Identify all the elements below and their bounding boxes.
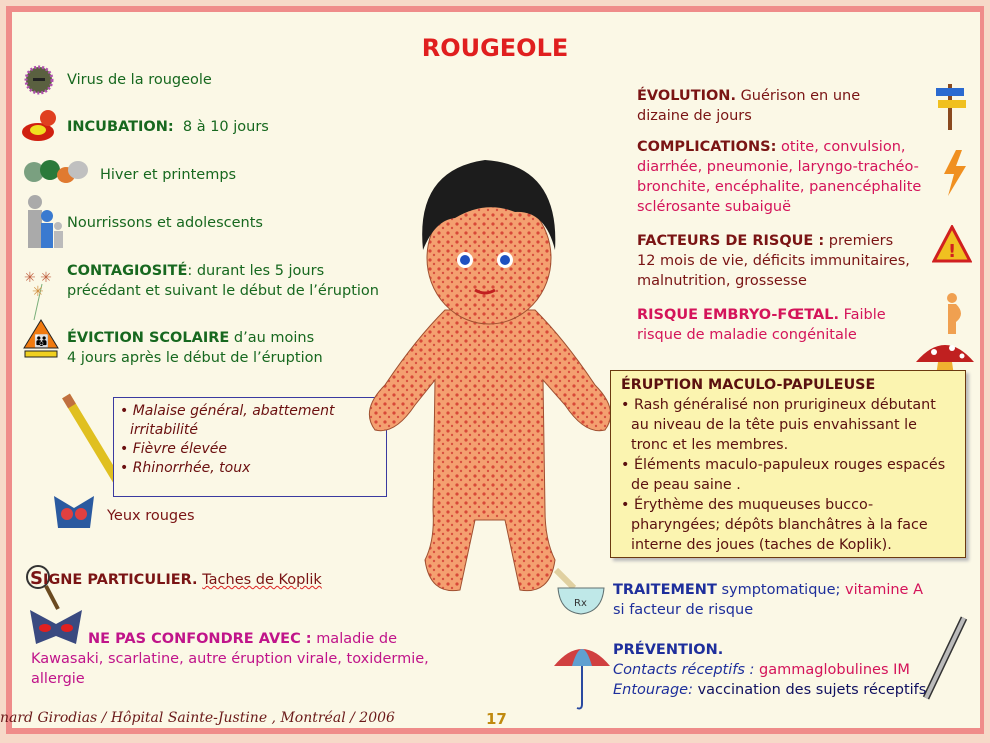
fetal-risk-text-2: risque de maladie congénitale	[637, 327, 857, 343]
eruption-box	[610, 370, 966, 558]
fetal-risk-row	[637, 305, 886, 345]
umbrella-icon	[552, 638, 612, 710]
differential-text-2: Kawasaki, scarlatine, autre éruption virale, toxidermie,	[31, 651, 429, 667]
child-with-rash-illustration	[355, 140, 625, 600]
treatment-label: TRAITEMENT	[613, 582, 717, 598]
differential-text: maladie de	[316, 631, 397, 647]
symptom-item: • Fièvre élevée	[120, 441, 227, 457]
treatment-vitamin: vitamine A	[845, 582, 923, 598]
risk-text: malnutrition, grossesse	[637, 273, 807, 289]
risk-row	[637, 231, 910, 291]
owl-icon	[50, 494, 98, 534]
fetal-risk-label: RISQUE EMBRYO-FŒTAL.	[637, 307, 839, 323]
eviction-label: ÉVICTION SCOLAIRE	[67, 330, 230, 346]
differential-label: NE PAS CONFONDRE AVEC :	[88, 631, 312, 647]
contagion-row	[67, 261, 379, 301]
complications-label: COMPLICATIONS:	[637, 139, 777, 155]
risk-text: premiers	[828, 233, 894, 249]
fireworks-icon	[22, 262, 62, 322]
ages-label: Nourrissons et adolescents	[67, 215, 263, 231]
eviction-row	[67, 328, 323, 368]
sign-row	[30, 569, 322, 590]
footer-credit: nard Girodias / Hôpital Sainte-Justine , Montréal / 2006	[0, 710, 395, 726]
risk-label: FACTEURS DE RISQUE :	[637, 233, 825, 249]
complications-text: bronchite, encéphalite, panencéphalite	[637, 179, 922, 195]
eruption-item: • Éléments maculo-papuleux rouges espacés de peau saine .	[621, 457, 946, 493]
complications-text: diarrhée, pneumonie, laryngo-trachéo-	[637, 159, 919, 175]
leaves-icon	[22, 158, 90, 186]
symptom-item: • Malaise général, abattement	[120, 403, 335, 419]
symptom-item: irritabilité	[130, 422, 199, 438]
risk-text: 12 mois de vie, déficits immunitaires,	[637, 253, 910, 269]
lightning-icon	[940, 150, 968, 196]
entourage-label: Entourage:	[613, 682, 693, 698]
evolution-text-2: dizaine de jours	[637, 108, 752, 124]
incubation-row	[67, 117, 269, 137]
svg-text:Rx: Rx	[574, 598, 587, 609]
prevention-label: PRÉVENTION.	[613, 642, 724, 658]
virus-label: Virus de la rougeole	[67, 72, 212, 88]
mortar-pestle-icon	[552, 568, 608, 618]
eruption-item: • Érythème des muqueuses bucco-pharyngées; dépôts blanchâtres à la face interne des joues (taches de Koplik).	[621, 497, 928, 553]
symptom-item: • Rhinorrhée, toux	[120, 460, 251, 476]
contacts-label: Contacts réceptifs :	[613, 662, 755, 678]
sign-label: IGNE PARTICULIER.	[42, 572, 198, 588]
eviction-text: d’au moins	[229, 330, 315, 346]
differential-text-3: allergie	[31, 671, 85, 687]
evolution-row	[637, 86, 860, 126]
svg-text:✳: ✳	[32, 284, 44, 300]
entourage-text: vaccination des sujets réceptifs	[697, 682, 927, 698]
complications-row	[637, 137, 921, 217]
svg-text:👪: 👪	[34, 334, 49, 348]
signpost-icon	[932, 80, 968, 130]
contagion-label: CONTAGIOSITÉ	[67, 263, 188, 279]
evolution-label: ÉVOLUTION.	[637, 88, 736, 104]
season-label: Hiver et printemps	[100, 167, 237, 183]
syringe-icon	[920, 612, 970, 702]
warning-icon	[932, 225, 972, 263]
incubation-value: 8 à 10 jours	[182, 119, 269, 135]
duck-icon	[20, 108, 60, 144]
differential-row	[31, 629, 471, 689]
eviction-text-2: 4 jours après le début de l’éruption	[67, 350, 323, 366]
complications-text: sclérosante subaiguë	[637, 199, 792, 215]
prevention-row	[613, 640, 926, 700]
incubation-label: INCUBATION:	[67, 119, 174, 135]
sign-letter: S	[30, 568, 43, 589]
virus-icon	[22, 63, 56, 97]
family-icon	[20, 192, 68, 248]
complications-text: otite, convulsion,	[781, 139, 906, 155]
page-title: ROUGEOLE	[421, 34, 569, 62]
pregnant-woman-icon	[940, 292, 966, 334]
school-sign-icon	[22, 318, 60, 358]
eruption-title: ÉRUPTION MACULO-PAPULEUSE	[621, 377, 876, 393]
page-number: 17	[486, 710, 507, 728]
treatment-text: symptomatique;	[721, 582, 841, 598]
eruption-list	[621, 395, 955, 555]
eyes-label: Yeux rouges	[107, 508, 195, 524]
symptoms-box	[113, 397, 387, 497]
fetal-risk-text: Faible	[843, 307, 886, 323]
eruption-item: • Rash généralisé non prurigineux débutant au niveau de la tête puis envahissant le tronc et les membres.	[621, 397, 936, 453]
svg-text:✳ ✳: ✳ ✳	[24, 270, 52, 286]
sign-text: Taches de Koplik	[202, 572, 322, 588]
treatment-row	[613, 580, 923, 620]
contagion-text-2: précédant et suivant le début de l’éruption	[67, 283, 379, 299]
evolution-text: Guérison en une	[740, 88, 861, 104]
treatment-text-2: si facteur de risque	[613, 602, 754, 618]
contacts-text: gammaglobulines IM	[759, 662, 910, 678]
svg-text:!: !	[948, 241, 957, 262]
contagion-text: : durant les 5 jours	[187, 263, 325, 279]
